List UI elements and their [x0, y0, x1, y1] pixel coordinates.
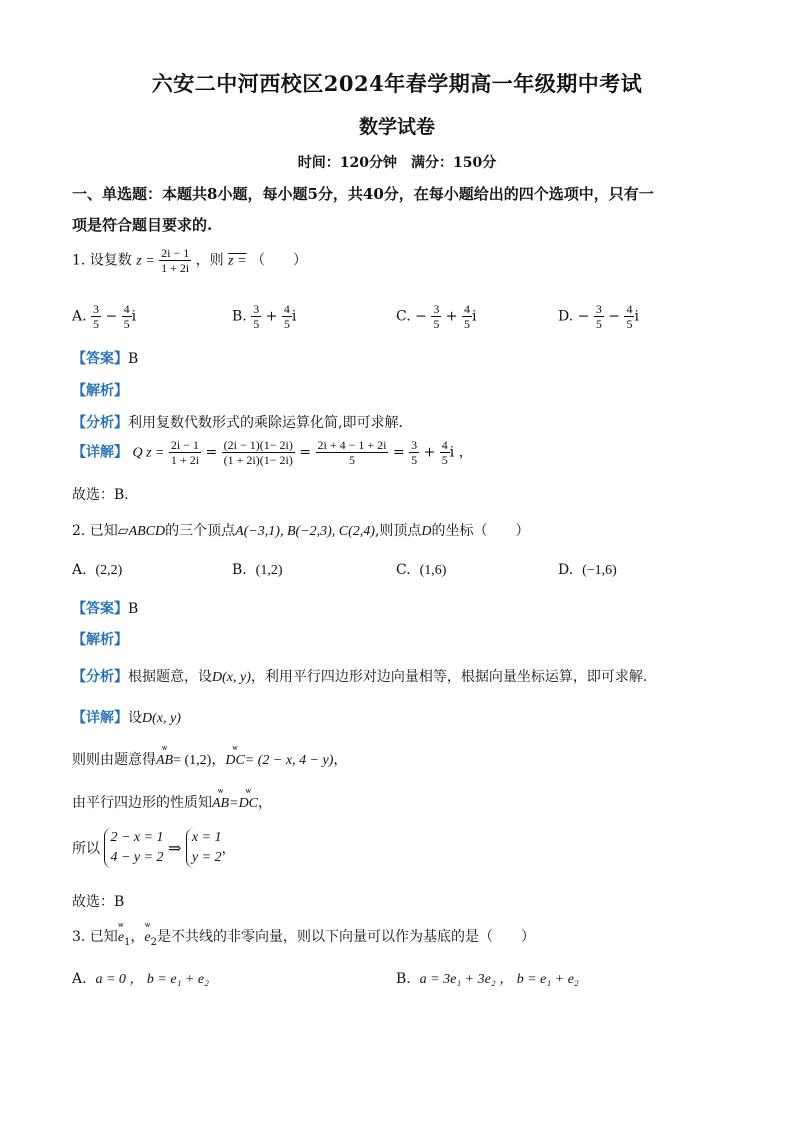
- option-label: B.: [232, 562, 247, 578]
- q2-guxuan: 故选：B: [72, 894, 125, 910]
- q2-stem: [72, 520, 530, 540]
- vector-e2-sub: 2: [150, 936, 157, 948]
- frac-den: 5: [595, 317, 602, 331]
- q3-stem-a: 3. 已知: [72, 929, 118, 945]
- option-value: (1,2): [255, 563, 283, 578]
- q2-stem-c: ,则顶点: [374, 523, 422, 539]
- option-sign: −: [577, 308, 590, 325]
- option-frac: [251, 302, 261, 331]
- option-i: i: [634, 308, 639, 325]
- option-value: (−1,6): [582, 563, 617, 578]
- system-eq: 4 − y = 2: [110, 850, 164, 865]
- detail-dxy: D(x, y): [142, 711, 181, 726]
- q1-option-a[interactable]: [72, 302, 136, 331]
- option-frac: [122, 302, 132, 331]
- vector-dc: ѡ DC: [239, 796, 258, 812]
- option-value: (2,2): [95, 563, 123, 578]
- answer-value: B: [128, 601, 139, 617]
- detail-lead: Q z =: [132, 445, 165, 461]
- q1-option-d[interactable]: [558, 302, 639, 331]
- option-label: C.: [396, 562, 411, 578]
- detail-text: 则则由题意得: [72, 752, 156, 768]
- q2-stem-e: 的坐标（ ）: [431, 523, 530, 539]
- frac-num: 2i + 4 − 1 + 2i: [317, 438, 387, 452]
- option-frac: [594, 302, 604, 331]
- vector-dc: ѡ DC: [225, 753, 244, 769]
- frac-num: 3: [411, 438, 418, 452]
- q1-frac-num: 2i − 1: [161, 246, 190, 260]
- frac-num: 4: [463, 302, 470, 316]
- q2-option-d[interactable]: [558, 562, 617, 579]
- q2-system: [72, 828, 236, 868]
- frac-den: 5: [348, 453, 355, 467]
- q2-jiexi: [72, 629, 128, 649]
- detail-text: 由平行四边形的性质知: [72, 795, 212, 811]
- xiangjie-tag: 【详解】: [72, 444, 128, 461]
- system-left: [104, 828, 163, 868]
- section-heading-line1: 一、单选题：本题共8小题，每小题5分，共40分，在每小题给出的四个选项中，只有一: [72, 185, 654, 203]
- system-end: ，: [221, 841, 236, 857]
- q2-answer: [72, 598, 138, 618]
- vector-e2: ѡ e: [144, 930, 150, 946]
- answer-tag: 【答案】: [72, 351, 128, 367]
- option-frac: [624, 302, 634, 331]
- frac-num: 3: [253, 302, 260, 316]
- jiexi-tag: 【解析】: [72, 632, 128, 648]
- detail-end: ，: [333, 752, 348, 768]
- option-label: B.: [396, 971, 411, 987]
- system-eq: 2 − x = 1: [110, 830, 164, 845]
- q3-stem-b: 是不共线的非零向量，则以下向量可以作为基底的是（ ）: [157, 929, 535, 945]
- frac-den: 5: [433, 317, 440, 331]
- answer-tag: 【答案】: [72, 601, 128, 617]
- detail-sep: ，: [211, 752, 226, 768]
- exam-title: 六安二中河西校区2024年春学期高一年级期中考试: [151, 71, 643, 96]
- detail-frac-5: [440, 438, 450, 467]
- vector-ab-value: = (1,2): [173, 753, 212, 768]
- option-label: A.: [72, 308, 87, 325]
- frac-num: 4: [283, 302, 290, 316]
- q2-stem-a: 2. 已知▱: [72, 523, 129, 539]
- frac-num: (2i − 1)(1− 2i): [223, 438, 293, 452]
- option-i: i: [291, 308, 297, 325]
- q2-stem-b: 的三个顶点: [165, 523, 236, 539]
- detail-tail: i ，: [449, 444, 473, 461]
- option-op: −: [105, 308, 118, 325]
- option-value: (1,6): [419, 563, 447, 578]
- q2-detail-2: [72, 749, 347, 769]
- frac-num: 3: [93, 302, 100, 316]
- q2-d: D: [421, 524, 432, 539]
- vector-ab: ѡ AB: [156, 753, 173, 769]
- vector-ab: ѡ AB: [212, 796, 229, 812]
- option-op: +: [445, 308, 458, 325]
- q1-guxuan: 故选：B．: [72, 487, 139, 503]
- detail-frac-1: [169, 438, 201, 467]
- frac-num: 4: [123, 302, 130, 316]
- q3-option-a[interactable]: [72, 968, 209, 988]
- xiangjie-tag: 【详解】: [72, 710, 128, 726]
- option-value: a = 3e₁ + 3e₂ ， b = e₁ + e₂: [419, 972, 579, 987]
- q1-option-b[interactable]: [232, 302, 296, 331]
- q1-detail: 【详解】 Q z = $\frac{2i - 1}{1 + 2i}$ = $\frac{(2i - 1)(1- 2i)}{(1 + 2i)(1- 2i)}$ = $\frac{2i + 4 - 1 + 2i}{5}$ = $\frac{3}{5}$ + $\frac{4}{5}$ i ，: [72, 438, 473, 467]
- fenxi-tag: 【分析】: [72, 669, 128, 685]
- option-op: +: [265, 308, 278, 325]
- q2-detail-3: [72, 792, 272, 812]
- option-label: C.: [396, 308, 411, 325]
- vector-e1-sub: 1: [124, 936, 131, 948]
- q3-sep: ，: [130, 929, 145, 945]
- fenxi-text-b: ，利用平行四边形对边向量相等，根据向量坐标运算，即可求解.: [250, 669, 648, 685]
- frac-den: 5: [93, 317, 100, 331]
- detail-eq: =: [229, 796, 239, 811]
- fenxi-text: 利用复数代数形式的乘除运算化简,即可求解．: [128, 415, 413, 431]
- q1-prefix: 1. 设复数: [72, 252, 132, 269]
- frac-num: 4: [441, 438, 448, 452]
- exam-meta: 时间：120分钟 满分：150分: [297, 155, 497, 171]
- q2-detail-1: [72, 707, 181, 727]
- fenxi-dxy: D(x, y): [212, 670, 251, 685]
- detail-frac-4: [409, 438, 419, 467]
- detail-text: 设: [128, 710, 142, 726]
- frac-den: 5: [626, 317, 633, 331]
- system-lead: 所以: [72, 841, 100, 857]
- q2-fenxi: [72, 666, 647, 686]
- frac-num: 3: [433, 302, 440, 316]
- frac-num: 2i − 1: [170, 438, 200, 452]
- q1-zbar: z =: [228, 253, 247, 269]
- q2-option-a[interactable]: [72, 562, 122, 579]
- q1-frac-den: 1 + 2i: [161, 261, 190, 275]
- option-frac: [431, 302, 441, 331]
- frac-den: 5: [253, 317, 260, 331]
- vector-e1: ѡ e: [118, 930, 124, 946]
- q1-stem: [72, 246, 307, 275]
- system-eq: x = 1: [191, 830, 222, 845]
- detail-end: ，: [258, 795, 273, 811]
- q1-option-c[interactable]: [396, 302, 476, 331]
- q1-jiexi: [72, 380, 128, 400]
- jiexi-tag: 【解析】: [72, 383, 128, 399]
- detail-frac-2: [222, 438, 295, 467]
- fenxi-text-a: 根据题意，设: [128, 669, 212, 685]
- option-label: D.: [558, 562, 574, 578]
- frac-num: 3: [595, 302, 602, 316]
- option-value: a = 0 ， b = e₁ + e₂: [95, 972, 209, 987]
- system-eq: y = 2: [191, 850, 222, 865]
- option-label: D.: [558, 308, 574, 325]
- option-label: A.: [72, 562, 87, 578]
- q2-points: A(−3,1), B(−2,3), C(2,4): [235, 524, 375, 539]
- q2-option-c[interactable]: [396, 562, 446, 579]
- option-i: i: [131, 308, 137, 325]
- option-sign: −: [415, 308, 427, 325]
- q3-option-b[interactable]: [396, 968, 579, 988]
- frac-den: 5: [463, 317, 470, 331]
- frac-den: 5: [441, 453, 448, 467]
- detail-frac-3: [316, 438, 389, 467]
- option-frac: [282, 302, 292, 331]
- q1-suffix: ，则: [195, 252, 224, 269]
- option-label: A.: [72, 971, 87, 987]
- option-label: B.: [232, 308, 247, 325]
- q2-abcd: ABCD: [128, 524, 166, 539]
- vector-dc-value: = (2 − x, 4 − y): [244, 753, 334, 768]
- frac-den: (1 + 2i)(1− 2i): [223, 453, 293, 467]
- frac-num: 4: [626, 302, 633, 316]
- fenxi-tag: 【分析】: [72, 415, 128, 431]
- frac-den: 5: [283, 317, 290, 331]
- frac-den: 5: [411, 453, 418, 467]
- system-right: [186, 828, 222, 868]
- implies-icon: ⇒: [168, 838, 182, 858]
- q1-fraction: [159, 246, 191, 275]
- q1-fenxi: [72, 412, 412, 432]
- frac-den: 5: [123, 317, 130, 331]
- exam-subtitle: 数学试卷: [358, 116, 435, 138]
- answer-value: B: [128, 351, 139, 367]
- q2-option-b[interactable]: [232, 562, 282, 579]
- option-op: −: [608, 308, 621, 325]
- q1-paren: （ ）: [251, 252, 307, 269]
- option-i: i: [471, 308, 477, 325]
- section-heading-line2: 项是符合题目要求的.: [72, 216, 213, 234]
- q1-answer: [72, 348, 138, 368]
- q1-z: z =: [136, 253, 155, 269]
- frac-den: 1 + 2i: [170, 453, 200, 467]
- option-frac: [91, 302, 101, 331]
- option-frac: [462, 302, 472, 331]
- q3-stem: [72, 926, 535, 948]
